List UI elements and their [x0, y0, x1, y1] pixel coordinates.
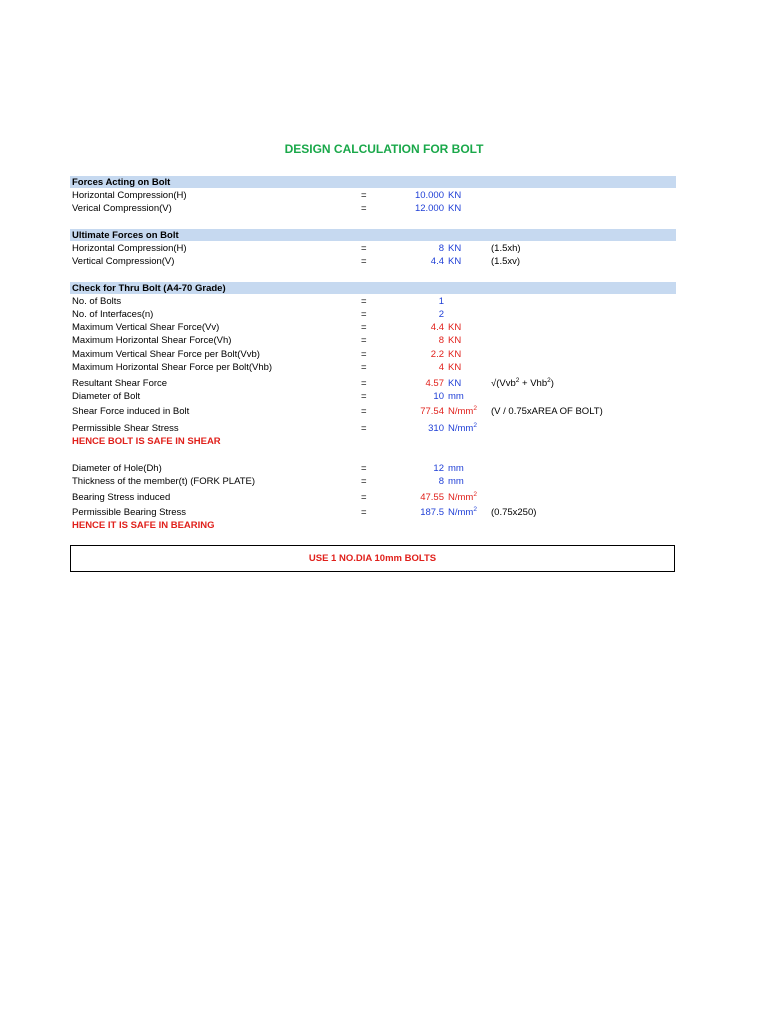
- row-label: Maximum Vertical Shear Force per Bolt(Vvb): [72, 349, 260, 360]
- row-value: 12.000: [414, 203, 444, 214]
- formula-part: ): [550, 378, 554, 389]
- row-no-of-bolts: [0, 295, 768, 308]
- row-note: (0.75x250): [491, 507, 537, 518]
- conclusion-text: HENCE BOLT IS SAFE IN SHEAR: [72, 436, 221, 447]
- row-unit: KN: [448, 190, 462, 201]
- shear-conclusion: [0, 435, 768, 448]
- row-value: 2: [438, 309, 444, 320]
- equals-sign: =: [361, 492, 367, 503]
- row-label: Maximum Horizontal Shear Force per Bolt(Vhb): [72, 362, 273, 373]
- row-label: Maximum Vertical Shear Force(Vv): [72, 322, 220, 333]
- row-value: 2.2: [430, 349, 444, 360]
- row-value: 8: [438, 335, 444, 346]
- row-label: Resultant Shear Force: [72, 378, 168, 389]
- row-note: (1.5xh): [491, 243, 521, 254]
- row-unit: [448, 405, 477, 418]
- row-value: 310: [428, 423, 444, 434]
- formula-part: + Vhb: [519, 378, 548, 389]
- equals-sign: =: [361, 256, 367, 267]
- row-value: 10.000: [414, 190, 444, 201]
- row-shear-force-induced: [0, 405, 768, 418]
- result-text: USE 1 NO.DIA 10mm BOLTS: [308, 553, 437, 564]
- row-label: Horizontal Compression(H): [72, 190, 187, 201]
- section-title: Check for Thru Bolt (A4-70 Grade): [72, 283, 226, 294]
- row-label: Diameter of Bolt: [72, 391, 141, 402]
- equals-sign: =: [361, 378, 367, 389]
- page-title: DESIGN CALCULATION FOR BOLT: [284, 142, 484, 156]
- row-horizontal-shear-per-bolt: [0, 361, 768, 374]
- row-diameter-of-bolt: [0, 390, 768, 403]
- row-note: (V / 0.75xAREA OF BOLT): [491, 406, 603, 417]
- row-note-formula: [491, 377, 554, 390]
- row-label: Verical Compression(V): [72, 203, 172, 214]
- superscript: 2: [547, 377, 551, 384]
- superscript: 2: [515, 377, 520, 384]
- equals-sign: =: [361, 190, 367, 201]
- row-value: 8: [438, 476, 444, 487]
- row-note: (1.5xv): [491, 256, 521, 267]
- row-unit: KN: [448, 203, 462, 214]
- equals-sign: =: [361, 391, 367, 402]
- equals-sign: =: [361, 406, 367, 417]
- result-box: [70, 545, 675, 572]
- equals-sign: =: [361, 296, 367, 307]
- row-value: 1: [438, 296, 444, 307]
- unit-text: N/mm: [448, 423, 474, 434]
- row-label: Vertical Compression(V): [72, 256, 175, 267]
- row-unit: KN: [448, 362, 462, 373]
- unit-text: N/mm: [448, 406, 474, 417]
- row-label: Shear Force induced in Bolt: [72, 406, 190, 417]
- row-value: 4.4: [430, 322, 444, 333]
- row-unit: [448, 422, 477, 435]
- equals-sign: =: [361, 423, 367, 434]
- row-bearing-stress-induced: [0, 491, 768, 504]
- row-value: 8: [438, 243, 444, 254]
- row-label: No. of Interfaces(n): [72, 309, 154, 320]
- section-title: Ultimate Forces on Bolt: [72, 230, 179, 241]
- row-unit: KN: [448, 322, 462, 333]
- row-thickness-of-member: [0, 475, 768, 488]
- formula-part: √(Vvb: [491, 378, 516, 389]
- row-label: Bearing Stress induced: [72, 492, 171, 503]
- row-permissible-bearing: [0, 506, 768, 519]
- section-header-ultimate: [0, 229, 768, 242]
- section-header-forces: [0, 176, 768, 189]
- unit-text: N/mm: [448, 492, 474, 503]
- row-unit: [448, 506, 477, 519]
- equals-sign: =: [361, 243, 367, 254]
- equals-sign: =: [361, 335, 367, 346]
- equals-sign: =: [361, 349, 367, 360]
- row-unit: mm: [448, 476, 464, 487]
- equals-sign: =: [361, 507, 367, 518]
- row-vertical-shear-per-bolt: [0, 348, 768, 361]
- row-permissible-shear: [0, 422, 768, 435]
- row-vertical-compression: [0, 202, 768, 215]
- row-value: 77.54: [420, 406, 444, 417]
- row-label: No. of Bolts: [72, 296, 122, 307]
- row-unit: KN: [448, 256, 462, 267]
- row-unit: mm: [448, 463, 464, 474]
- superscript: 2: [473, 405, 477, 412]
- row-diameter-of-hole: [0, 462, 768, 475]
- row-value: 4: [438, 362, 444, 373]
- row-unit: KN: [448, 335, 462, 346]
- row-ultimate-horizontal: [0, 242, 768, 255]
- row-max-vertical-shear: [0, 321, 768, 334]
- section-header-check: [0, 282, 768, 295]
- bearing-conclusion: [0, 519, 768, 532]
- row-label: Thickness of the member(t) (FORK PLATE): [72, 476, 256, 487]
- superscript: 2: [473, 491, 477, 498]
- row-label: Horizontal Compression(H): [72, 243, 187, 254]
- equals-sign: =: [361, 322, 367, 333]
- row-horizontal-compression: [0, 189, 768, 202]
- equals-sign: =: [361, 203, 367, 214]
- row-value: 4.4: [430, 256, 444, 267]
- unit-text: N/mm: [448, 507, 474, 518]
- row-unit: [448, 491, 477, 504]
- superscript: 2: [473, 422, 477, 429]
- superscript: 2: [473, 506, 477, 513]
- row-value: 10: [433, 391, 444, 402]
- row-label: Maximum Horizontal Shear Force(Vh): [72, 335, 232, 346]
- section-title: Forces Acting on Bolt: [72, 177, 171, 188]
- row-label: Permissible Shear Stress: [72, 423, 179, 434]
- row-value: 4.57: [425, 378, 444, 389]
- row-value: 12: [433, 463, 444, 474]
- row-max-horizontal-shear: [0, 334, 768, 347]
- row-label: Permissible Bearing Stress: [72, 507, 187, 518]
- row-unit: KN: [448, 243, 462, 254]
- equals-sign: =: [361, 476, 367, 487]
- row-value: 47.55: [420, 492, 444, 503]
- row-value: 187.5: [420, 507, 444, 518]
- equals-sign: =: [361, 362, 367, 373]
- row-unit: KN: [448, 349, 462, 360]
- row-unit: KN: [448, 378, 462, 389]
- equals-sign: =: [361, 309, 367, 320]
- conclusion-text: HENCE IT IS SAFE IN BEARING: [72, 520, 215, 531]
- row-resultant-shear: [0, 377, 768, 390]
- row-ultimate-vertical: [0, 255, 768, 268]
- equals-sign: =: [361, 463, 367, 474]
- row-label: Diameter of Hole(Dh): [72, 463, 162, 474]
- row-unit: mm: [448, 391, 464, 402]
- row-no-of-interfaces: [0, 308, 768, 321]
